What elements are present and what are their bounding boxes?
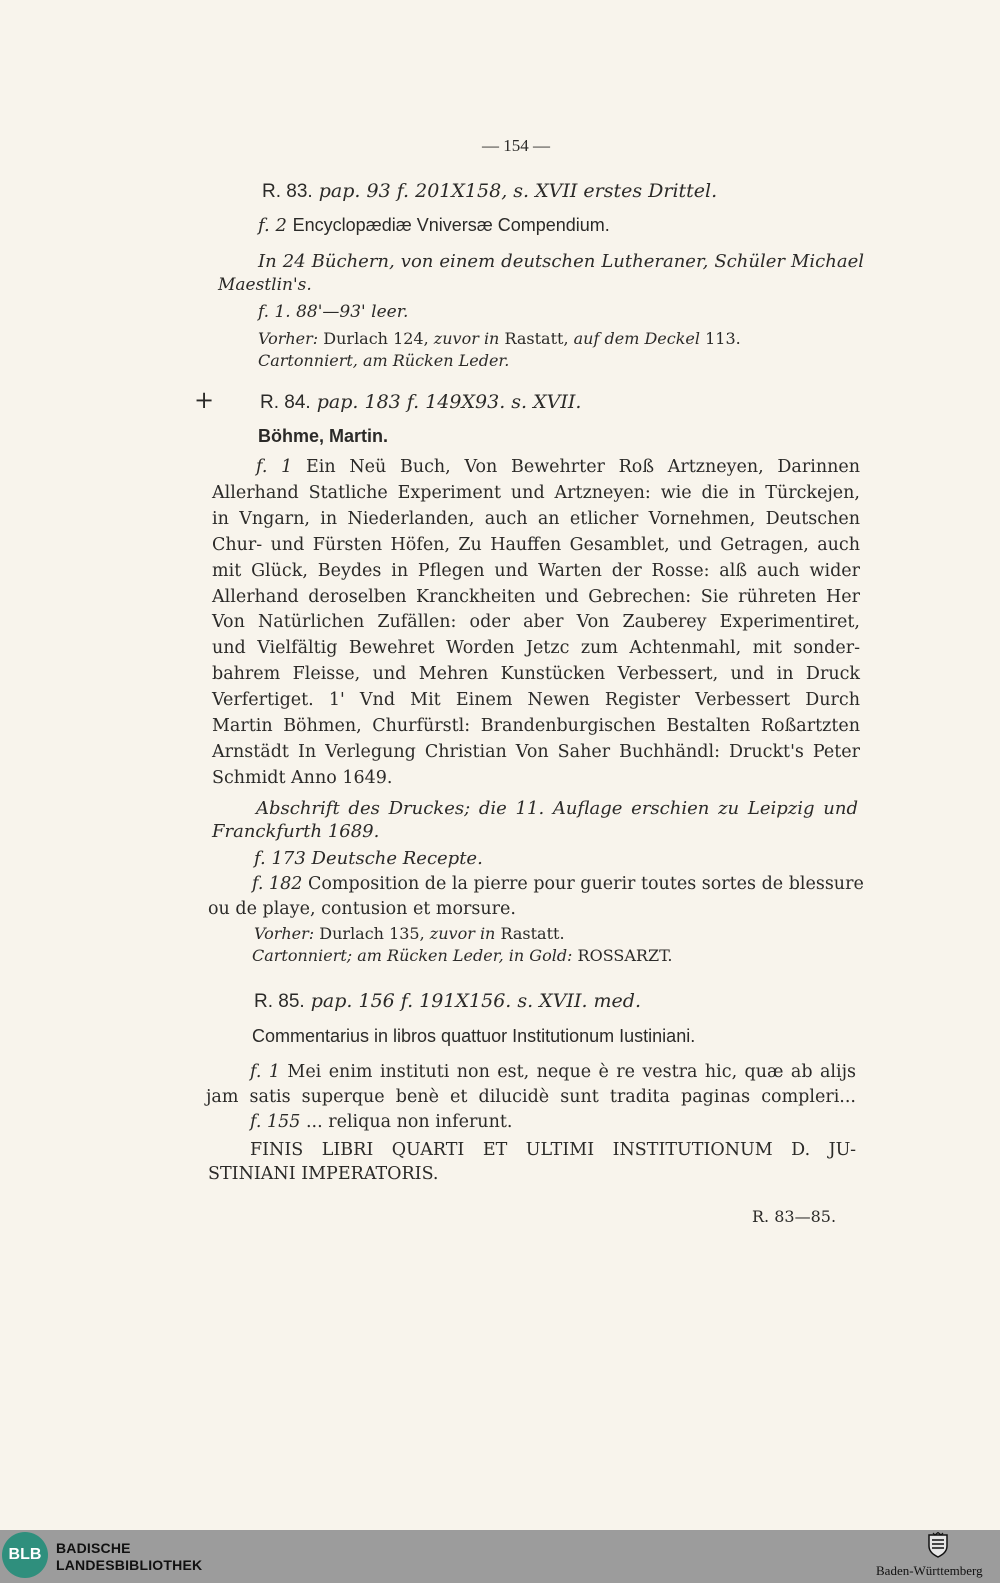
r85-text-line1: [250, 1062, 856, 1082]
r85-heading-rest: pap. 156 f. 191X156. s. XVII. med.: [310, 990, 641, 1012]
r85-text-3: ... reliqua non inferunt.: [305, 1112, 513, 1132]
r85-title: Commentarius in libros quattuor Institutionum Iustiniani.: [252, 1026, 696, 1046]
r83-prov-1: Durlach 124,: [323, 329, 429, 348]
r84-folio-1: f. 1: [256, 457, 293, 477]
r84-recipes: f. 173 Deutsche Recepte.: [254, 848, 483, 869]
r84-line-6: Von Natürlichen Zufällen: oder aber Von Zauberey Experimentiret,: [212, 612, 860, 633]
r83-provenance: [258, 329, 741, 348]
r84-bind-1: Cartonniert; am Rücken Leder, in Gold:: [252, 946, 573, 965]
r83-prov-2: zuvor in: [433, 329, 500, 348]
r84-line-0: Ein Neü Buch, Von Bewehrter Roß Artzneyen, Darinnen: [305, 457, 860, 477]
library-name-line2: LANDESBIBLIOTHEK: [56, 1557, 203, 1573]
r84-note-line1: Abschrift des Druckes; die 11. Auflage erschien zu Leipzig und: [256, 798, 858, 819]
r84-composition-line2: ou de playe, contusion et morsure.: [208, 899, 516, 919]
r84-bind-2: ROSSARZT.: [577, 946, 673, 965]
r84-folio-182: f. 182: [252, 874, 303, 894]
r84-line-7: und Vielfältig Bewehret Worden Jetzc zum Achtenmahl, mit sonder-: [212, 638, 860, 659]
r85-heading-id: R. 85.: [254, 991, 305, 1012]
r85-finis-line1: FINIS LIBRI QUARTI ET ULTIMI INSTITUTIONUM D. JU-: [250, 1140, 856, 1160]
r84-line-10: Martin Böhmen, Churfürstl: Brandenburgischen Bestalten Roßartzten: [212, 716, 860, 737]
r84-line-11: Arnstädt In Verlegung Christian Von Saher Buchhändl: Druckt's Peter: [212, 741, 860, 762]
region-label: Baden-Württemberg: [876, 1563, 983, 1578]
r85-text-line3: [250, 1112, 512, 1132]
r83-heading: [262, 180, 717, 203]
page-number: — 154 —: [482, 136, 550, 155]
r84-composition-line1: [252, 874, 864, 894]
r85-text-1: Mei enim instituti non est, neque è re vestra hic, quæ ab alijs: [287, 1062, 856, 1082]
r84-heading-rest: pap. 183 f. 149X93. s. XVII.: [316, 391, 582, 413]
r84-text-line: [212, 455, 860, 481]
r84-line-3: Chur- und Fürsten Höfen, Zu Hauffen Gesamblet, und Getragen, auch: [212, 534, 860, 555]
r85-folio-155: f. 155: [250, 1112, 301, 1132]
r84-comp-line1: Composition de la pierre pour guerir toutes sortes de blessure: [307, 874, 864, 894]
r85-text-line2: jam satis superque benè et dilucidè sunt tradita paginas compleri...: [206, 1087, 856, 1107]
r84-line-12: Schmidt Anno 1649.: [212, 767, 393, 788]
r84-heading: [260, 391, 581, 414]
r84-provenance: [254, 924, 565, 943]
r85-folio-1: f. 1: [250, 1062, 280, 1082]
r84-line-4: mit Glück, Beydes in Pflegen und Warten der Rosse: alß auch wider: [212, 560, 860, 581]
r84-title-block: [212, 455, 860, 792]
r83-prov-3: Rastatt,: [504, 329, 569, 348]
r83-prov-5: 113.: [705, 329, 741, 348]
r84-heading-id: R. 84.: [260, 392, 311, 413]
r83-prov-4: auf dem Deckel: [573, 329, 700, 348]
r83-title-line: [258, 215, 610, 236]
r83-title: Encyclopædiæ Vniversæ Compendium.: [292, 215, 610, 235]
r85-finis-line2: STINIANI IMPERATORIS.: [208, 1164, 439, 1184]
r84-line-1: Allerhand Statliche Experiment und Artzneyen: wie die in Türckejen,: [212, 482, 860, 503]
r84-line-2: in Vngarn, in Niederlanden, auch an etlicher Vornehmen, Deutschen: [212, 508, 860, 529]
r84-note-line2: Franckfurth 1689.: [212, 821, 380, 842]
r83-prov-label: Vorher:: [258, 329, 319, 348]
library-name-line1: BADISCHE: [56, 1540, 131, 1556]
r84-prov-3: Rastatt.: [500, 924, 565, 943]
r83-title-folio: f. 2: [258, 215, 287, 236]
r84-prov-label: Vorher:: [254, 924, 315, 943]
r84-prov-2: zuvor in: [429, 924, 496, 943]
state-crest-icon: [927, 1532, 949, 1558]
r84-line-5: Allerhand deroselben Kranckheiten und Gebrechen: Sie rühreten Her: [212, 586, 860, 607]
r83-binding: Cartonniert, am Rücken Leder.: [258, 351, 510, 370]
r84-author: Böhme, Martin.: [258, 426, 389, 446]
blb-logo-icon[interactable]: BLB: [2, 1532, 48, 1578]
r84-plus-marker: +: [194, 386, 215, 414]
r83-desc-line2: Maestlin's.: [218, 275, 312, 295]
r83-heading-id: R. 83.: [262, 181, 313, 202]
r85-heading: [254, 990, 641, 1013]
r83-desc-line1: In 24 Büchern, von einem deutschen Lutheraner, Schüler Michael: [258, 251, 864, 272]
r84-line-9: Verfertiget. 1' Vnd Mit Einem Newen Register Verbessert Durch: [212, 690, 860, 711]
r83-leaves: f. 1. 88'—93' leer.: [258, 302, 409, 322]
r84-prov-1: Durlach 135,: [319, 924, 425, 943]
r84-binding: [252, 946, 672, 965]
r84-line-8: bahrem Fleisse, und Mehren Kunstücken Verbessert, und in Druck: [212, 664, 860, 685]
page-range: R. 83—85.: [752, 1207, 837, 1226]
r83-heading-rest: pap. 93 f. 201X158, s. XVII erstes Drittel.: [318, 180, 718, 202]
